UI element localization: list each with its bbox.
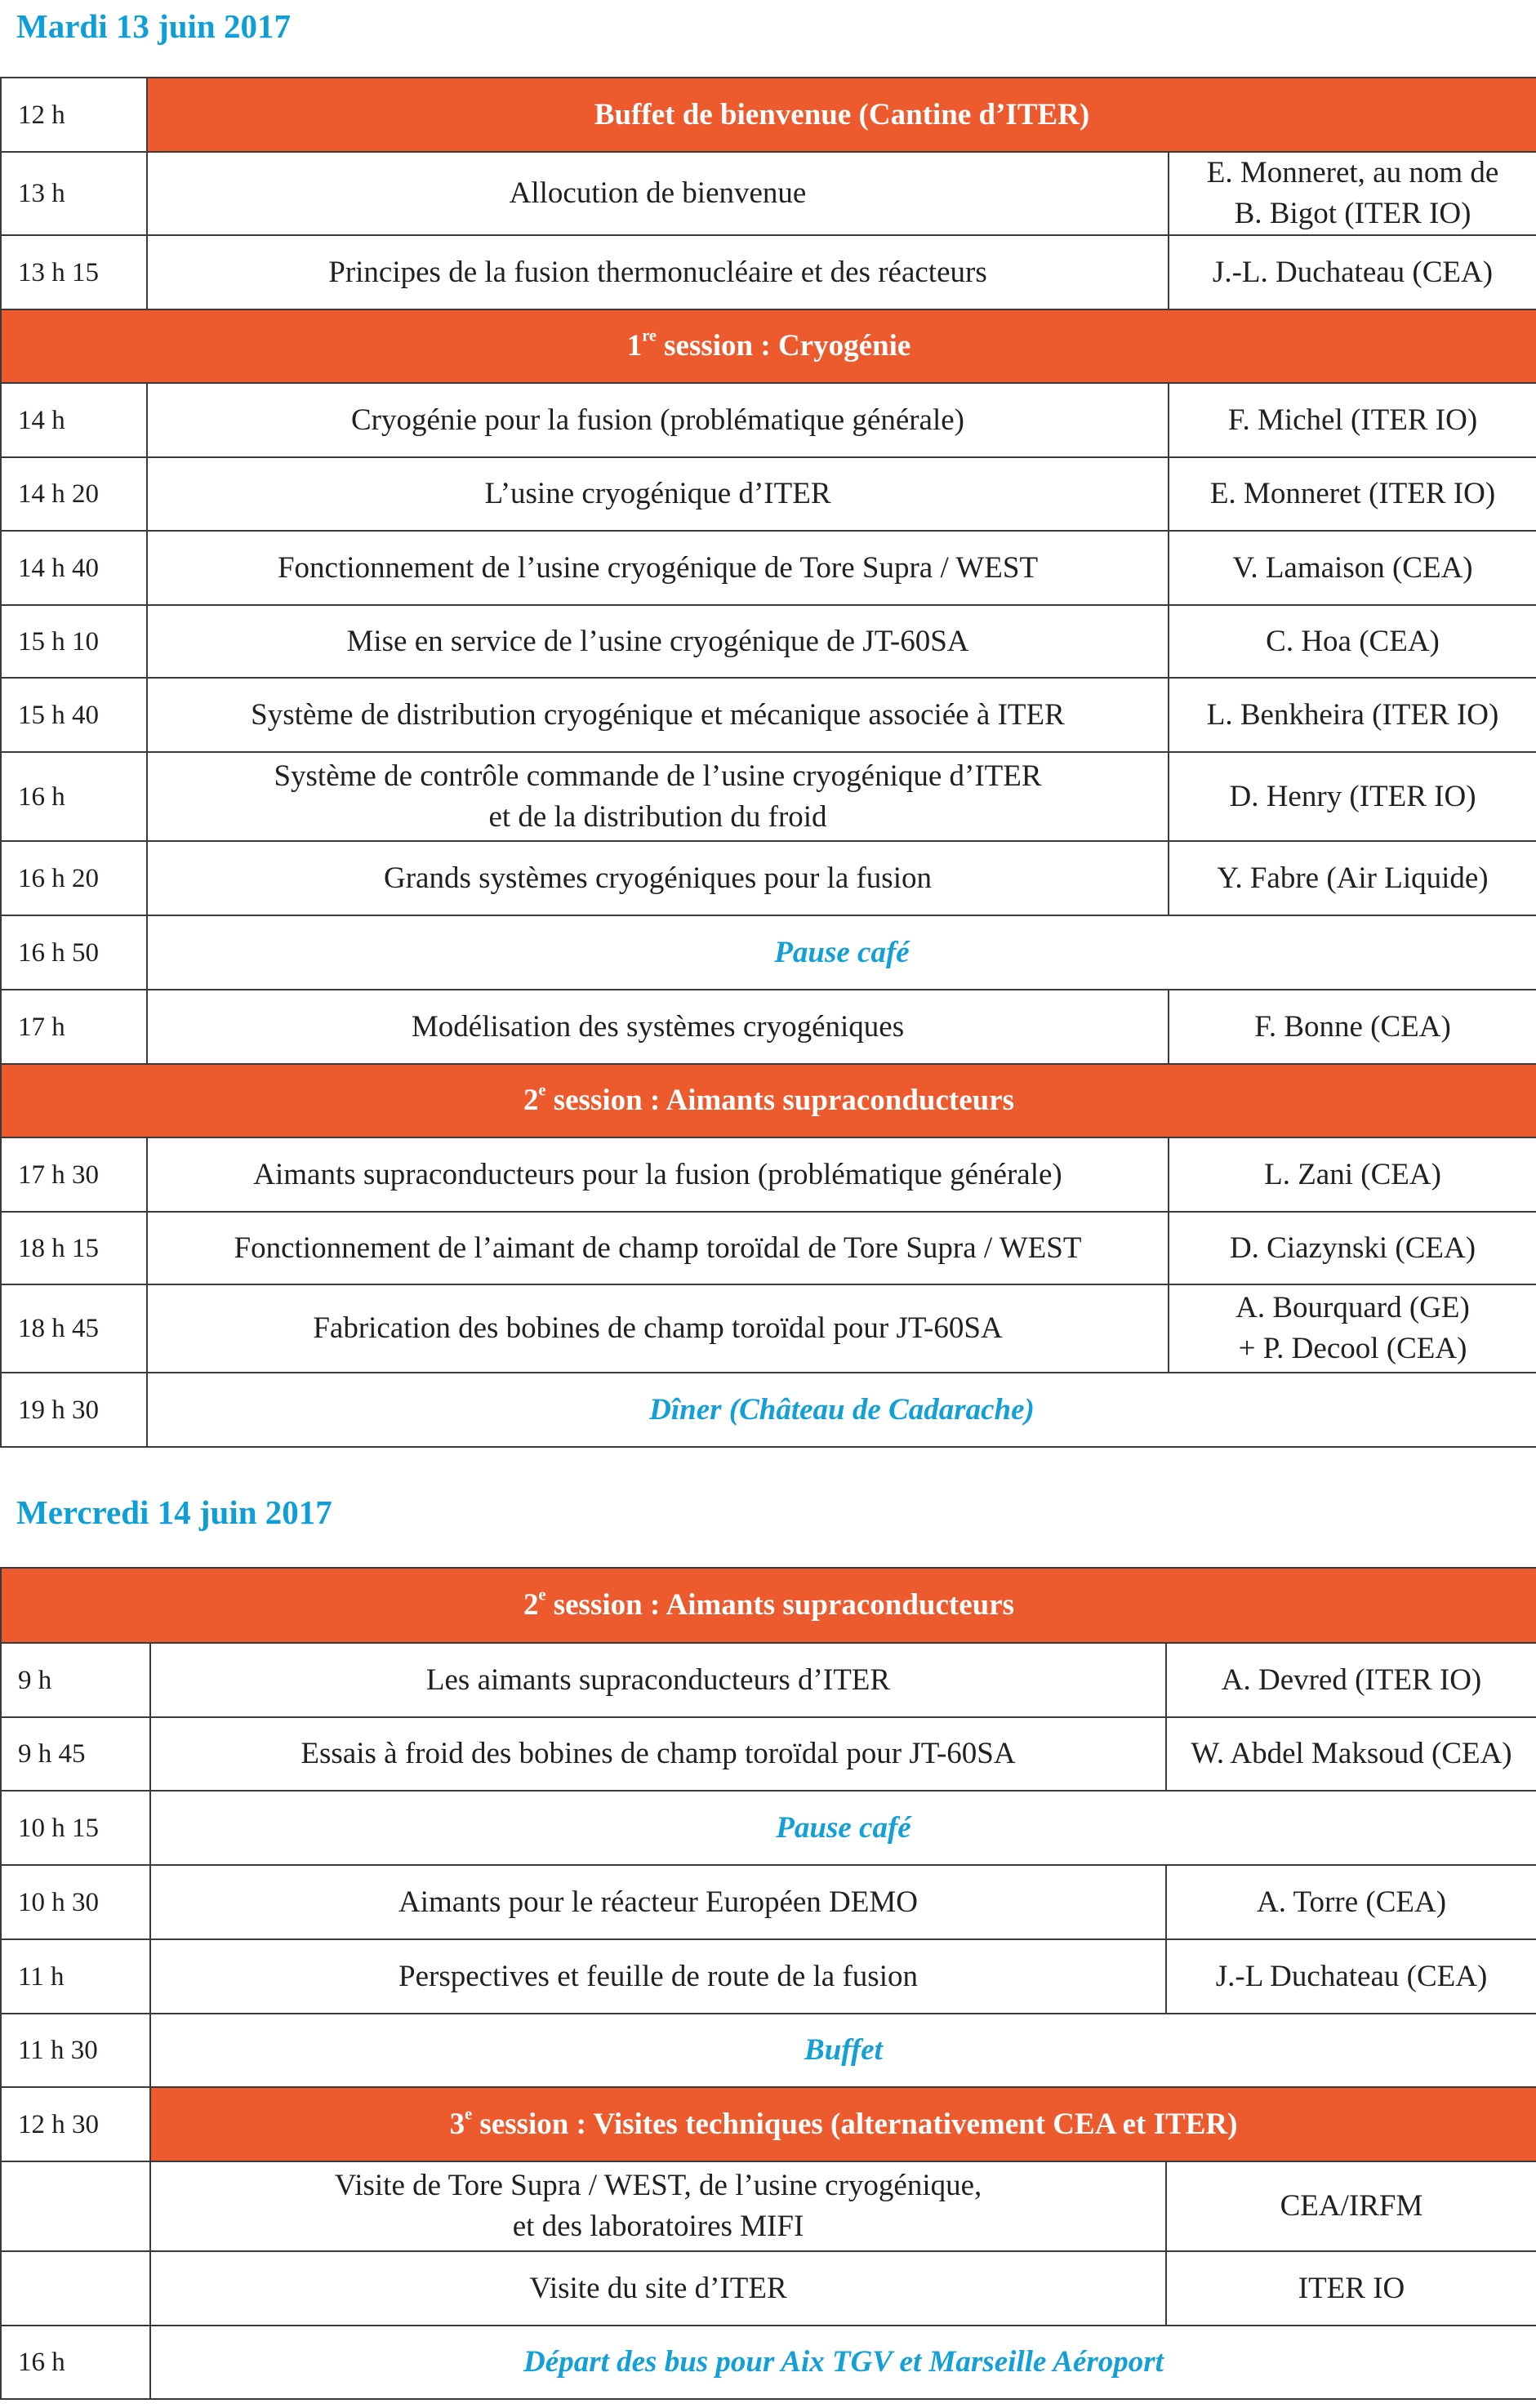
session-text: session : Cryogénie bbox=[656, 329, 911, 363]
time-label: 19 h 30 bbox=[18, 1395, 99, 1425]
time-cell bbox=[1, 2251, 150, 2326]
time-label: 12 h bbox=[18, 100, 65, 130]
talk-title-text: Aimants pour le réacteur Européen DEMO bbox=[398, 1885, 918, 1919]
time-label: 16 h bbox=[18, 781, 65, 812]
talk-title bbox=[147, 383, 1169, 457]
talk-title-text: Système de distribution cryogénique et mécanique associée à ITER bbox=[251, 697, 1065, 732]
talk-title bbox=[147, 531, 1169, 605]
time-label: 16 h 20 bbox=[18, 863, 99, 893]
session-header-row bbox=[1, 1064, 1536, 1137]
speaker-name: A. Torre (CEA) bbox=[1256, 1885, 1447, 1919]
time-label: 14 h 40 bbox=[18, 553, 99, 583]
schedule-table bbox=[0, 77, 1536, 1448]
speaker bbox=[1166, 1717, 1536, 1791]
schedule-row bbox=[1, 1284, 1536, 1373]
day-title: Mercredi 14 juin 2017 bbox=[16, 1493, 332, 1531]
speaker bbox=[1166, 1865, 1536, 1939]
time-label: 13 h 15 bbox=[18, 257, 99, 287]
banner-cell bbox=[147, 78, 1536, 152]
time-label: 18 h 45 bbox=[18, 1314, 99, 1343]
break-row bbox=[1, 2326, 1536, 2399]
speaker-name: J.-L Duchateau (CEA) bbox=[1215, 1959, 1488, 1993]
schedule-row bbox=[1, 152, 1536, 235]
time-cell bbox=[1, 1137, 147, 1212]
time-label: 15 h 10 bbox=[18, 626, 99, 657]
speaker-name: L. Zani (CEA) bbox=[1264, 1157, 1441, 1191]
speaker-name: V. Lamaison (CEA) bbox=[1232, 550, 1473, 585]
talk-title-text: Aimants supraconducteurs pour la fusion (problématique générale) bbox=[253, 1157, 1062, 1191]
talk-title-text: Visite du site d’ITER bbox=[529, 2271, 787, 2305]
schedule-table bbox=[0, 1567, 1536, 2400]
talk-title-text-line: et des laboratoires MIFI bbox=[512, 2210, 804, 2243]
speaker-name: D. Henry (ITER IO) bbox=[1229, 779, 1476, 813]
talk-title-text: Essais à froid des bobines de champ toroïdal pour JT-60SA bbox=[301, 1737, 1016, 1770]
talk-title-text: Fonctionnement de l’aimant de champ toroïdal de Tore Supra / WEST bbox=[234, 1231, 1082, 1265]
talk-title-text: Cryogénie pour la fusion (problématique générale) bbox=[350, 403, 965, 437]
speaker-name: L. Benkheira (ITER IO) bbox=[1206, 697, 1499, 732]
time-label: 17 h bbox=[18, 1012, 65, 1042]
session-header bbox=[150, 2087, 1536, 2161]
talk-title bbox=[150, 1717, 1166, 1791]
speaker bbox=[1169, 531, 1536, 605]
session-header bbox=[1, 1064, 1536, 1137]
speaker-name: F. Michel (ITER IO) bbox=[1227, 403, 1478, 437]
schedule-row bbox=[1, 678, 1536, 752]
session-ordinal: e bbox=[538, 1081, 546, 1100]
schedule-row bbox=[1, 1717, 1536, 1791]
speaker bbox=[1169, 457, 1536, 531]
talk-title-text: Allocution de bienvenue bbox=[509, 176, 807, 210]
talk-title-text-line: et de la distribution du froid bbox=[488, 799, 827, 834]
talk-title bbox=[147, 605, 1169, 678]
session-text: session : Visites techniques (alternativement CEA et ITER) bbox=[472, 2107, 1238, 2141]
break-text: Départ des bus pour Aix TGV et Marseille Aéroport bbox=[523, 2345, 1164, 2379]
time-cell bbox=[1, 1212, 147, 1284]
talk-title-text: Mise en service de l’usine cryogénique de JT-60SA bbox=[346, 624, 969, 658]
time-cell bbox=[1, 1284, 147, 1373]
time-label: 17 h 30 bbox=[18, 1159, 99, 1190]
schedule-row bbox=[1, 2251, 1536, 2326]
schedule-row bbox=[1, 1939, 1536, 2014]
speaker bbox=[1169, 990, 1536, 1064]
break-row bbox=[1, 915, 1536, 990]
time-cell bbox=[1, 2014, 150, 2087]
break-row bbox=[1, 1791, 1536, 1865]
time-label: 11 h 30 bbox=[18, 2036, 98, 2065]
time-label: 10 h 30 bbox=[18, 1887, 99, 1917]
schedule-row bbox=[1, 457, 1536, 531]
time-label: 16 h 50 bbox=[18, 937, 99, 968]
time-label: 9 h bbox=[18, 1665, 52, 1695]
time-cell bbox=[1, 1373, 147, 1447]
schedule-row bbox=[1, 752, 1536, 841]
session-header-row bbox=[1, 1568, 1536, 1643]
schedule-row bbox=[1, 78, 1536, 152]
talk-title-text: Perspectives et feuille de route de la fusion bbox=[398, 1959, 918, 1993]
time-label: 10 h 15 bbox=[18, 1813, 99, 1843]
talk-title-text: L’usine cryogénique d’ITER bbox=[484, 477, 831, 510]
session-number: 2 bbox=[523, 1588, 539, 1622]
speaker bbox=[1169, 605, 1536, 678]
speaker-name-line: + P. Decool (CEA) bbox=[1238, 1332, 1467, 1365]
break-cell bbox=[147, 1373, 1536, 1447]
break-cell bbox=[147, 915, 1536, 990]
time-cell bbox=[1, 752, 147, 841]
break-text: Pause café bbox=[776, 1810, 911, 1845]
session-ordinal: re bbox=[642, 327, 657, 345]
schedule-row bbox=[1, 1865, 1536, 1939]
talk-title-text: Fonctionnement de l’usine cryogénique de Tore Supra / WEST bbox=[277, 550, 1039, 585]
break-cell bbox=[150, 2326, 1536, 2399]
talk-title bbox=[147, 235, 1169, 309]
time-cell bbox=[1, 235, 147, 309]
schedule-row bbox=[1, 2087, 1536, 2161]
talk-title-text: Principes de la fusion thermonucléaire et des réacteurs bbox=[328, 255, 987, 289]
talk-title bbox=[147, 1137, 1169, 1212]
talk-title-text: Les aimants supraconducteurs d’ITER bbox=[425, 1662, 891, 1697]
session-number: 2 bbox=[523, 1084, 539, 1117]
speaker-name: F. Bonne (CEA) bbox=[1254, 1009, 1451, 1044]
session-text: session : Aimants supraconducteurs bbox=[545, 1084, 1015, 1117]
speaker-name: CEA/IRFM bbox=[1280, 2189, 1423, 2223]
time-cell bbox=[1, 531, 147, 605]
talk-title-text-line: Système de contrôle commande de l’usine cryogénique d’ITER bbox=[274, 759, 1042, 793]
talk-title bbox=[147, 752, 1169, 841]
talk-title bbox=[147, 1284, 1169, 1373]
schedule-row bbox=[1, 383, 1536, 457]
session-header bbox=[1, 1568, 1536, 1643]
time-label: 13 h bbox=[18, 179, 65, 208]
break-cell bbox=[150, 2014, 1536, 2087]
talk-title bbox=[147, 152, 1169, 235]
day-title: Mardi 13 juin 2017 bbox=[16, 7, 291, 45]
talk-title bbox=[150, 2161, 1166, 2251]
time-cell bbox=[1, 383, 147, 457]
time-label: 15 h 40 bbox=[18, 700, 99, 730]
break-cell bbox=[150, 1791, 1536, 1865]
speaker-name: E. Monneret (ITER IO) bbox=[1209, 477, 1496, 510]
speaker-name: Y. Fabre (Air Liquide) bbox=[1217, 861, 1489, 895]
time-cell bbox=[1, 457, 147, 531]
time-cell bbox=[1, 2326, 150, 2399]
speaker bbox=[1169, 1284, 1536, 1373]
speaker-name-line: A. Bourquard (GE) bbox=[1235, 1291, 1470, 1324]
speaker bbox=[1166, 2251, 1536, 2326]
talk-title bbox=[150, 1643, 1166, 1717]
talk-title bbox=[150, 2251, 1166, 2326]
speaker-name: D. Ciazynski (CEA) bbox=[1229, 1231, 1476, 1265]
session-header-row bbox=[1, 309, 1536, 383]
talk-title-text: Grands systèmes cryogéniques pour la fusion bbox=[383, 861, 932, 895]
session-number: 1 bbox=[626, 329, 643, 363]
speaker bbox=[1166, 1643, 1536, 1717]
speaker bbox=[1169, 235, 1536, 309]
time-cell bbox=[1, 152, 147, 235]
schedule-row bbox=[1, 990, 1536, 1064]
speaker bbox=[1166, 2161, 1536, 2251]
time-cell bbox=[1, 1865, 150, 1939]
time-label: 9 h 45 bbox=[18, 1739, 86, 1769]
session-text: session : Aimants supraconducteurs bbox=[545, 1588, 1015, 1622]
schedule-row bbox=[1, 1212, 1536, 1284]
session-header bbox=[1, 309, 1536, 383]
time-cell bbox=[1, 678, 147, 752]
time-cell bbox=[1, 2161, 150, 2251]
time-cell bbox=[1, 1939, 150, 2014]
talk-title-text: Modélisation des systèmes cryogéniques bbox=[411, 1009, 905, 1044]
session-ordinal: e bbox=[465, 2105, 473, 2124]
talk-title-text-line: Visite de Tore Supra / WEST, de l’usine cryogénique, bbox=[334, 2169, 982, 2202]
banner-text: Buffet de bienvenue (Cantine d’ITER) bbox=[594, 97, 1090, 131]
break-text: Dîner (Château de Cadarache) bbox=[649, 1392, 1035, 1427]
speaker bbox=[1166, 1939, 1536, 2014]
speaker-name: J.-L. Duchateau (CEA) bbox=[1212, 255, 1494, 289]
talk-title bbox=[150, 1865, 1166, 1939]
break-row bbox=[1, 2014, 1536, 2087]
speaker bbox=[1169, 752, 1536, 841]
speaker-name: A. Devred (ITER IO) bbox=[1221, 1662, 1482, 1697]
time-label: 16 h bbox=[18, 2348, 65, 2377]
talk-title bbox=[147, 1212, 1169, 1284]
break-row bbox=[1, 1373, 1536, 1447]
speaker-name: ITER IO bbox=[1298, 2271, 1405, 2305]
schedule-row bbox=[1, 605, 1536, 678]
time-label: 11 h bbox=[18, 1961, 65, 1992]
schedule-row bbox=[1, 531, 1536, 605]
session-ordinal: e bbox=[538, 1586, 546, 1605]
speaker bbox=[1169, 678, 1536, 752]
break-text: Buffet bbox=[804, 2033, 883, 2067]
time-cell bbox=[1, 2087, 150, 2161]
time-label: 14 h 20 bbox=[18, 479, 99, 509]
time-cell bbox=[1, 915, 147, 990]
time-cell bbox=[1, 78, 147, 152]
session-number: 3 bbox=[449, 2107, 465, 2141]
schedule-row bbox=[1, 235, 1536, 309]
time-cell bbox=[1, 841, 147, 915]
talk-title bbox=[150, 1939, 1166, 2014]
break-text: Pause café bbox=[774, 935, 910, 969]
time-cell bbox=[1, 1717, 150, 1791]
speaker-name-line: E. Monneret, au nom de bbox=[1206, 156, 1499, 189]
schedule-row bbox=[1, 1137, 1536, 1212]
schedule-row bbox=[1, 841, 1536, 915]
time-cell bbox=[1, 1791, 150, 1865]
time-label: 14 h bbox=[18, 405, 65, 435]
speaker-name-line: B. Bigot (ITER IO) bbox=[1234, 197, 1471, 230]
schedule-row bbox=[1, 1643, 1536, 1717]
talk-title bbox=[147, 457, 1169, 531]
time-label: 18 h 15 bbox=[18, 1233, 99, 1263]
speaker bbox=[1169, 841, 1536, 915]
speaker-name: W. Abdel Maksoud (CEA) bbox=[1191, 1737, 1512, 1770]
time-cell bbox=[1, 990, 147, 1064]
time-label: 12 h 30 bbox=[18, 2109, 99, 2139]
speaker bbox=[1169, 1212, 1536, 1284]
time-cell bbox=[1, 605, 147, 678]
talk-title bbox=[147, 990, 1169, 1064]
speaker bbox=[1169, 152, 1536, 235]
speaker-name: C. Hoa (CEA) bbox=[1266, 624, 1440, 658]
speaker bbox=[1169, 383, 1536, 457]
talk-title bbox=[147, 678, 1169, 752]
time-cell bbox=[1, 1643, 150, 1717]
schedule-row bbox=[1, 2161, 1536, 2251]
speaker bbox=[1169, 1137, 1536, 1212]
talk-title-text: Fabrication des bobines de champ toroïdal pour JT-60SA bbox=[313, 1311, 1003, 1345]
talk-title bbox=[147, 841, 1169, 915]
